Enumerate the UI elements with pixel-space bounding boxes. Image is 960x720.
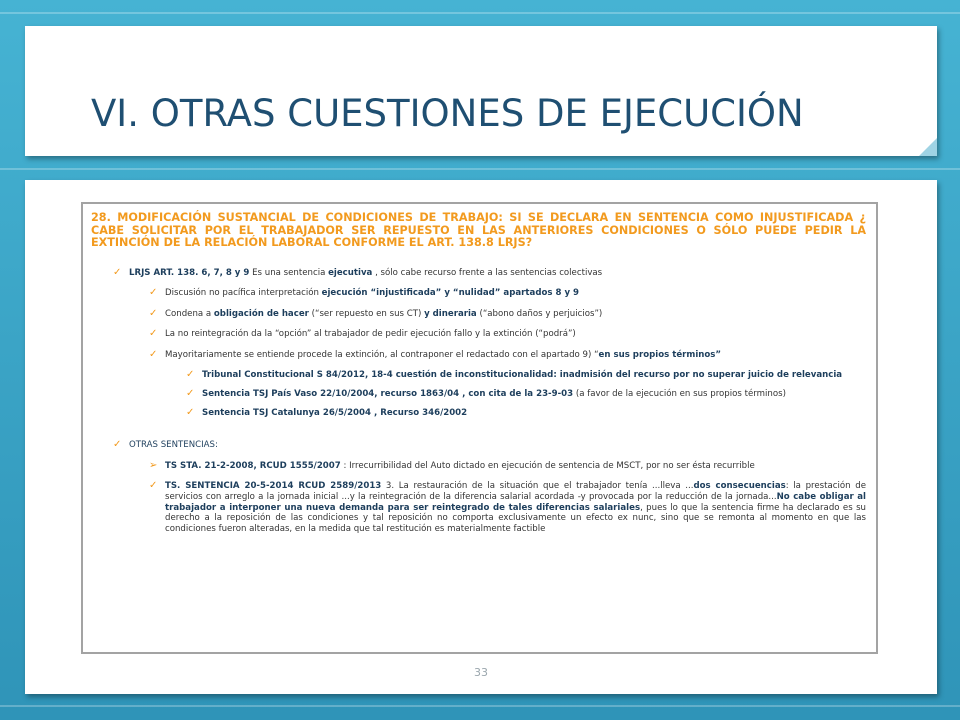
item-bold: dos consecuencias: [693, 481, 786, 492]
checkmark-icon: ✓: [186, 388, 195, 400]
background-stripe: [0, 168, 960, 170]
item-text: La no reintegración da la “opción” al trabajador de pedir ejecución fallo y la extinción (“podrá”): [165, 329, 576, 340]
checkmark-icon: ✓: [149, 307, 158, 319]
list-item: [91, 329, 866, 340]
item-text: , pues lo que la sentencia firme ha declarado es su derecho a la reposición de las condiciones y tal reposición no comporta exclusivamente un efecto ex nunc, sino que se remonta al momento en que las condiciones fueron alteradas, en la medida que tal restitución es materialmente factible: [165, 502, 866, 534]
list-item: [91, 408, 866, 419]
page-fold: [919, 138, 937, 156]
item-bold: en sus propios términos”: [598, 349, 722, 360]
list-item: [91, 288, 866, 299]
section-heading: 28. MODIFICACIÓN SUSTANCIAL DE CONDICIONES DE TRABAJO: SI SE DECLARA EN SENTENCIA COMO INJUSTIFICADA ¿ CABE SOLICITAR POR EL TRABAJADOR SER REPUESTO EN LAS ANTERIORES CONDICIONES O SÓLO PUEDE PEDIR LA EXTINCIÓN DE LA RELACIÓN LABORAL CONFORME EL ART. 138.8 LRJS?: [91, 211, 866, 249]
checkmark-icon: ✓: [113, 439, 122, 451]
item-text: 3. La restauración de la situación que el trabajador tenía ...lleva ...: [381, 481, 694, 492]
checkmark-icon: ✓: [186, 406, 195, 418]
item-text: Condena a: [165, 308, 214, 319]
item-bold: ejecutiva: [328, 267, 373, 278]
item-text: (“ser repuesto en sus CT): [308, 308, 425, 319]
background-stripe: [0, 12, 960, 14]
item-bold: TS STA. 21-2-2008, RCUD 1555/2007: [165, 460, 341, 471]
item-text: : la prestación de servicios con arreglo a la jornada inicial ...y la reintegración de la diferencia salarial acordada -y provocada por la reducción de la jornada...: [165, 481, 866, 503]
content-box: [81, 202, 878, 654]
checkmark-icon: ✓: [149, 287, 158, 299]
content-card: [25, 180, 937, 694]
item-text: OTRAS SENTENCIAS:: [129, 440, 218, 451]
item-bold: Sentencia TSJ País Vaso 22/10/2004, recurso 1863/04 , con cita de la 23-9-03: [202, 389, 574, 400]
item-text: , sólo cabe recurso frente a las sentencias colectivas: [372, 267, 603, 278]
title-card: [25, 26, 937, 156]
item-bold: LRJS ART. 138. 6, 7, 8 y 9: [129, 267, 250, 278]
list-item: [91, 309, 866, 320]
item-text: : Irrecurribilidad del Auto dictado en ejecución de sentencia de MSCT, por no ser ésta recurrible: [340, 460, 755, 471]
checkmark-icon: ✓: [113, 266, 122, 278]
list-item: [91, 481, 866, 534]
arrow-bullet-icon: ➢: [149, 459, 158, 471]
item-bold: obligación de hacer: [213, 308, 309, 319]
list-item: [91, 370, 866, 381]
checkmark-icon: ✓: [149, 480, 158, 492]
item-text: (“abono daños y perjuicios”): [476, 308, 603, 319]
item-text: Mayoritariamente se entiende procede la extinción, al contraponer el redactado con el apartado 9) “: [165, 349, 599, 360]
item-bold: Sentencia TSJ Catalunya 26/5/2004 , Recurso 346/2002: [202, 407, 468, 418]
list-item: [91, 440, 866, 451]
item-text: (a favor de la ejecución en sus propios términos): [573, 389, 786, 400]
item-bold: TS. SENTENCIA 20-5-2014 RCUD 2589/2013: [165, 481, 382, 492]
item-bold: y dineraria: [424, 308, 477, 319]
checkmark-icon: ✓: [186, 369, 195, 381]
list-item: [91, 389, 866, 400]
item-bold: Tribunal Constitucional S 84/2012, 18-4 cuestión de inconstitucionalidad: inadmisión del recurso por no superar juicio de relevancia: [202, 370, 843, 381]
list-item: [91, 350, 866, 361]
page-number: 33: [474, 666, 488, 679]
item-bold: ejecución “injustificada” y “nulidad” apartados 8 y 9: [321, 288, 580, 299]
list-item: [91, 268, 866, 279]
item-bold: No cabe obligar al trabajador a interponer una nueva demanda para ser reintegrado de tales diferencias salariales: [165, 492, 866, 513]
item-text: Discusión no pacífica interpretación: [165, 288, 322, 299]
item-text: Es una sentencia: [249, 267, 329, 278]
slide-title: VI. OTRAS CUESTIONES DE EJECUCIÓN: [91, 92, 804, 135]
checkmark-icon: ✓: [149, 328, 158, 340]
background-stripe: [0, 705, 960, 707]
checkmark-icon: ✓: [149, 348, 158, 360]
list-item: [91, 461, 866, 472]
